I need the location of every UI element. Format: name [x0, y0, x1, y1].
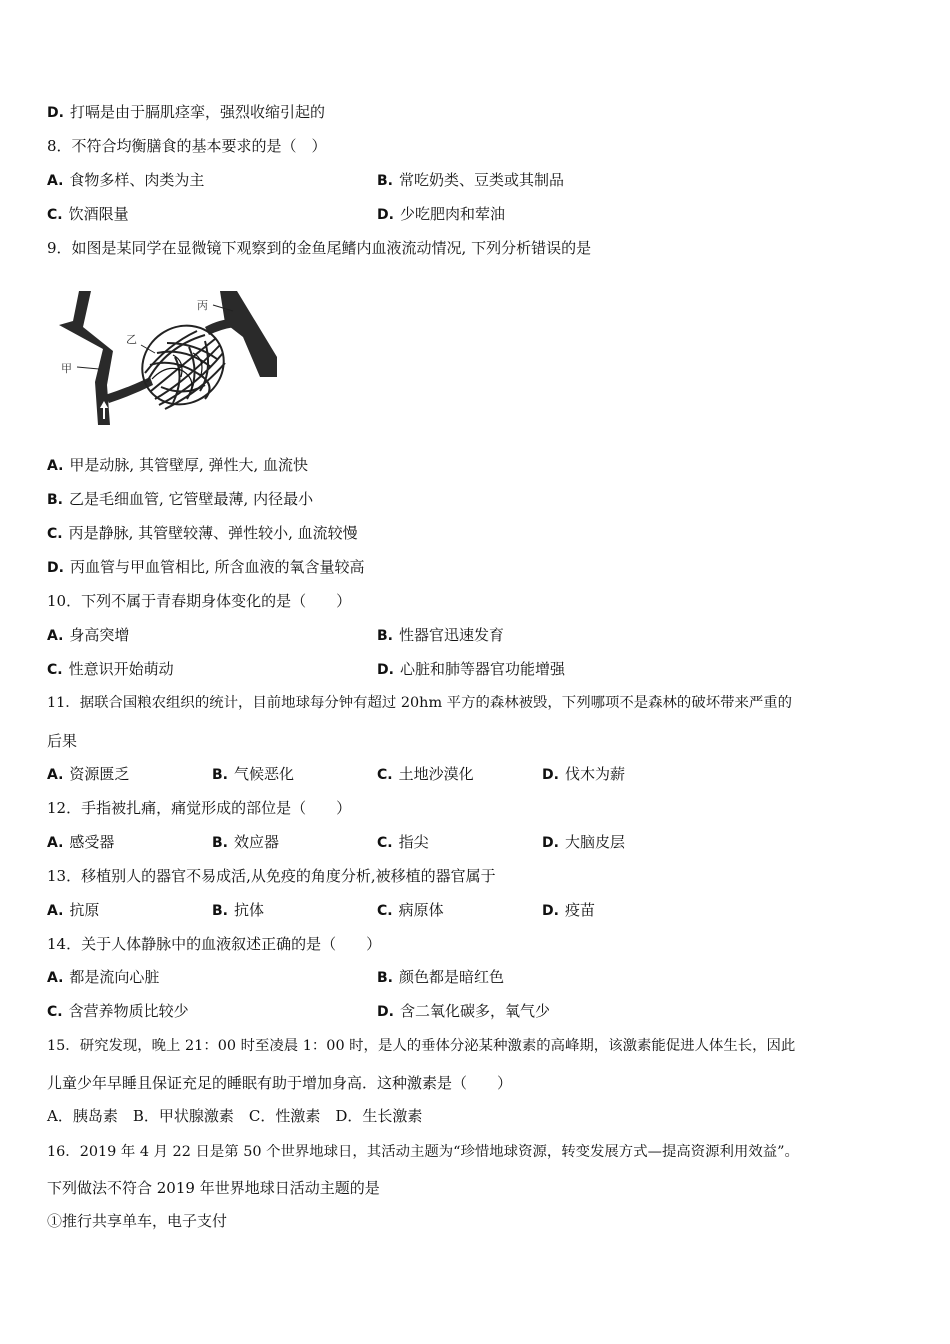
q9-option-c — [47, 523, 358, 544]
q13-option-c — [377, 900, 444, 921]
option-text: 含营养物质比较少 — [68, 1002, 189, 1020]
option-label: D. — [542, 835, 559, 851]
option-text: 心脏和肺等器官功能增强 — [399, 660, 565, 678]
option-text: 指尖 — [398, 833, 429, 851]
option-text: 丙血管与甲血管相比, 所含血液的氧含量较高 — [69, 558, 365, 576]
q12-option-b — [212, 832, 279, 853]
option-text: 颜色都是暗红色 — [399, 968, 505, 986]
q11-option-b — [212, 764, 294, 785]
q12-option-d — [542, 832, 625, 853]
option-text: 身高突增 — [69, 626, 130, 644]
option-label: C. — [47, 526, 63, 542]
option-text: 含二氧化碳多，氧气少 — [399, 1002, 550, 1020]
q8-option-d — [377, 204, 505, 225]
q9-option-b — [47, 489, 313, 510]
option-label: B. — [377, 173, 393, 189]
q10-option-b — [377, 625, 504, 646]
option-text: 打嗝是由于膈肌痉挛，强烈收缩引起的 — [69, 103, 325, 121]
q8-option-b — [377, 170, 564, 191]
option-text: 少吃肥肉和荤油 — [399, 205, 505, 223]
q11-option-d — [542, 764, 625, 785]
option-label: B. — [377, 970, 393, 986]
q14-stem: 14．关于人体静脉中的血液叙述正确的是（ ） — [47, 935, 382, 953]
q11-stem-line2: 后果 — [47, 732, 78, 750]
option-label: C. — [377, 767, 393, 783]
q10-option-a — [47, 625, 129, 646]
option-label: D. — [542, 767, 559, 783]
option-text: 疫苗 — [564, 901, 595, 919]
q12-stem: 12．手指被扎痛，痛觉形成的部位是（ ） — [47, 799, 352, 817]
q9-option-d — [47, 557, 365, 578]
option-text: 气候恶化 — [234, 765, 295, 783]
q8-option-a — [47, 170, 204, 191]
q11-option-a — [47, 764, 129, 785]
q11-stem-line1: 11．据联合国粮农组织的统计，目前地球每分钟有超过 20hm 平方的森林被毁，下列哪项不是森林的破坏带来严重的 — [47, 695, 793, 711]
option-text: 常吃奶类、豆类或其制品 — [399, 171, 565, 189]
option-label: D. — [377, 1004, 394, 1020]
option-text: 病原体 — [398, 901, 444, 919]
option-label: D. — [377, 662, 394, 678]
q13-stem: 13．移植别人的器官不易成活,从免疫的角度分析,被移植的器官属于 — [47, 867, 496, 885]
label-yi: 乙 — [126, 333, 137, 346]
label-jia: 甲 — [61, 362, 72, 375]
option-text: 丙是静脉, 其管壁较薄、弹性较小, 血流较慢 — [68, 524, 358, 542]
option-label: D. — [542, 903, 559, 919]
option-text: 抗原 — [69, 901, 100, 919]
option-label: A. — [47, 173, 64, 189]
option-label: D. — [47, 105, 64, 121]
option-text: 资源匮乏 — [69, 765, 130, 783]
q7-option-d — [47, 102, 325, 123]
option-text: 性器官迅速发育 — [399, 626, 505, 644]
option-label: D. — [47, 560, 64, 576]
option-label: B. — [212, 835, 228, 851]
option-label: C. — [377, 835, 393, 851]
option-text: 都是流向心脏 — [69, 968, 160, 986]
q15-stem-line1: 15．研究发现，晚上 21：00 时至凌晨 1：00 时，是人的垂体分泌某种激素的高峰期，该激素能促进人体生长，因此 — [47, 1038, 796, 1054]
option-text: 土地沙漠化 — [398, 765, 474, 783]
option-label: C. — [47, 207, 63, 223]
q14-option-a — [47, 967, 159, 988]
q9-option-a — [47, 455, 308, 476]
q14-option-b — [377, 967, 504, 988]
q13-option-d — [542, 900, 595, 921]
label-bing: 丙 — [197, 299, 208, 312]
q11-option-c — [377, 764, 474, 785]
q16-stem-line1: 16．2019 年 4 月 22 日是第 50 个世界地球日，其活动主题为“珍惜地球资源，转变发展方式—提高资源利用效益”。 — [47, 1144, 799, 1160]
option-label: B. — [47, 492, 63, 508]
option-text: 甲是动脉, 其管壁厚, 弹性大, 血流快 — [69, 456, 309, 474]
q8-option-c — [47, 204, 129, 225]
option-text: 饮酒限量 — [68, 205, 129, 223]
option-label: A. — [47, 458, 64, 474]
option-label: A. — [47, 970, 64, 986]
option-text: 食物多样、肉类为主 — [69, 171, 205, 189]
option-label: C. — [377, 903, 393, 919]
option-label: A. — [47, 903, 64, 919]
option-text: 伐木为薪 — [564, 765, 625, 783]
q10-option-c — [47, 659, 174, 680]
q12-option-a — [47, 832, 114, 853]
q13-option-a — [47, 900, 99, 921]
option-label: A. — [47, 628, 64, 644]
option-text: 效应器 — [234, 833, 280, 851]
option-label: B. — [212, 767, 228, 783]
option-text: 大脑皮层 — [564, 833, 625, 851]
option-label: A. — [47, 767, 64, 783]
option-text: 抗体 — [234, 901, 265, 919]
option-text: 乙是毛细血管, 它管壁最薄, 内径最小 — [69, 490, 314, 508]
q15-options: A．胰岛素 B．甲状腺激素 C．性激素 D．生长激素 — [47, 1107, 423, 1125]
q12-option-c — [377, 832, 429, 853]
q16-item-1: ①推行共享单车，电子支付 — [47, 1212, 228, 1230]
q13-option-b — [212, 900, 264, 921]
option-label: C. — [47, 1004, 63, 1020]
q14-option-d — [377, 1001, 550, 1022]
option-text: 性意识开始萌动 — [68, 660, 174, 678]
option-label: B. — [377, 628, 393, 644]
q8-stem: 8．不符合均衡膳食的基本要求的是（ ） — [47, 137, 327, 155]
option-label: D. — [377, 207, 394, 223]
q9-stem: 9．如图是某同学在显微镜下观察到的金鱼尾鳍内血液流动情况, 下列分析错误的是 — [47, 239, 592, 257]
blood-vessel-figure — [55, 287, 277, 427]
option-label: B. — [212, 903, 228, 919]
q16-stem-line2: 下列做法不符合 2019 年世界地球日活动主题的是 — [47, 1179, 380, 1197]
option-text: 感受器 — [69, 833, 115, 851]
q10-stem: 10．下列不属于青春期身体变化的是（ ） — [47, 592, 352, 610]
q15-stem-line2: 儿童少年早睡且保证充足的睡眠有助于增加身高．这种激素是（ ） — [47, 1074, 513, 1092]
q14-option-c — [47, 1001, 189, 1022]
q10-option-d — [377, 659, 565, 680]
option-label: C. — [47, 662, 63, 678]
option-label: A. — [47, 835, 64, 851]
